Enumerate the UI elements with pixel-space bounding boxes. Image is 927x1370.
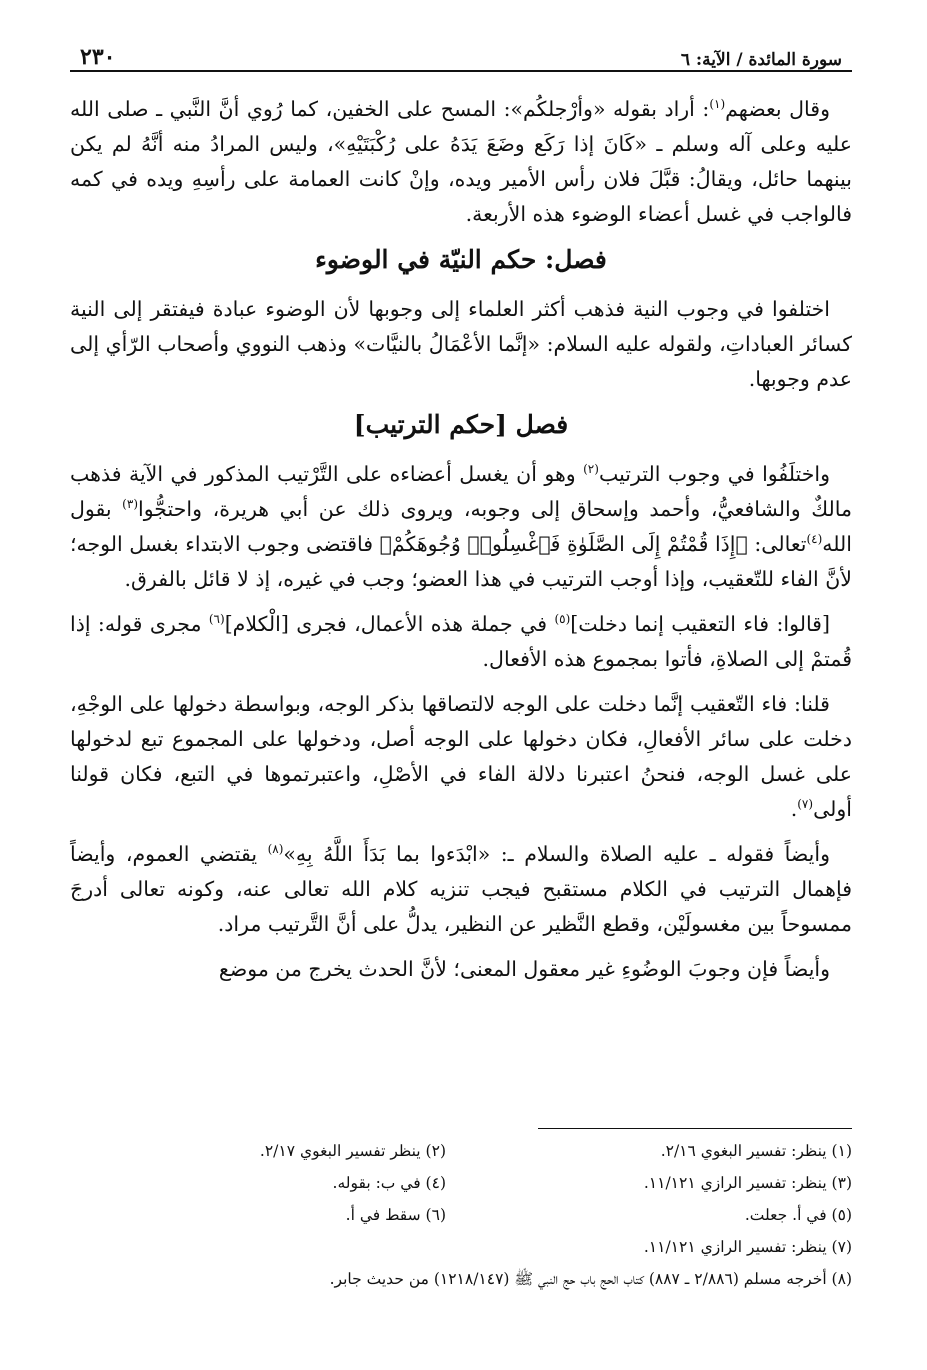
footnote-ref-3: (٣)	[122, 497, 138, 512]
paragraph-6	[70, 837, 852, 942]
footnote-1: (١) ينظر: تفسير البغوي ٢/١٦.	[660, 1142, 852, 1160]
footnote-8: (٨) أخرجه مسلم (٢/٨٨٦ ـ ٨٨٧) كتاب الحج باب حج النبي ﷺ (١٢١٨/١٤٧) من حديث جابر.	[329, 1270, 852, 1288]
section-heading-order: فصل [حكم الترتيب]	[353, 410, 569, 439]
footnote-7: (٧) ينظر: تفسير الرازي ١١/١٢١.	[643, 1238, 852, 1256]
footnotes-list	[70, 1135, 852, 1295]
page-number: ٢٣٠	[80, 44, 116, 70]
paragraph-7: وأيضاً فإن وجوبَ الوضُوءِ غير معقول المعنى؛ لأنَّ الحدث يخرج من موضع	[218, 957, 830, 981]
footnote-ref-7: (٧)	[797, 797, 814, 812]
footnote-divider	[538, 1128, 852, 1129]
text-run: بقول الله	[70, 497, 852, 556]
text-run: وقال بعضهم	[725, 97, 830, 121]
text-run: تعالى: ﴿إِذَا قُمْتُمْ إِلَى الصَّلَوٰةِ فَٱغْسِلُوا۟ وُجُوهَكُمْ﴾ فاقتضى وجوب الابتداء بغسل الوجه؛ لأنَّ الفاء للتّعقيب، وإذا أوجب الترتيب في هذا العضو؛ وجب في غيره، إذ لا قائل بالفرق.	[70, 532, 852, 591]
text-run: قلنا: فاء التّعقيب إنَّما دخلت على الوجه لالتصاقها بذكر الوجه، وبواسطة دخولها على الوجْهِ، دخلت على سائر الأفعالِ، فكان دخولها على الوجه أصل، ودخولها على المجموع تبع لدخولها على غسل الوجه، فنحنُ اعتبرنا دلالة الفاء في الأصْلِ، واعتبرتموها في التبع، فكان قولنا أولى	[70, 692, 852, 821]
text-run: يقتضي العموم، وأيضاً فإهمال الترتيب في الكلام مستقبح فيجب تنزيه كلام الله تعالى عنه، وكونه تعالى أدرجَ ممسوحاً بين مغسولَيْن، وقطع النَّظير عن النظير، يدلُّ على أنَّ التَّرتيب مراد.	[70, 842, 852, 936]
running-title: سورة المائدة / الآية: ٦	[680, 50, 842, 70]
footnote-6: (٦) سقط في أ.	[345, 1206, 446, 1224]
paragraph-2: اختلفوا في وجوب النية فذهب أكثر العلماء إلى وجوبها لأن الوضوء عبادة فيفتقر إلى النية كسائر العباداتِ، ولقوله عليه السلام: «إنَّما الأعْمَالُ بالنيَّات» وذهب النووي وأصحاب الرّأي إلى عدم وجوبها.	[70, 297, 852, 391]
text-run: : أراد بقوله «وأرْجلكُم»: المسح على الخفين، كما رُوي أنَّ النَّبي ـ صلى الله عليه وعلى آله وسلم ـ «كَانَ إذا رَكَع وضَعَ يَدَهُ على رُكْبَتَيْهِ»، وليس المرادُ منه أنَّهُ لم يكن بينهما حائل، ويقالُ: قبَّلَ فلان رأس الأمير ويده، وإنْ كانت العمامة على رأسِهِ ويده في كمه فالواجب في غسل أعضاء الوضوء هذه الأربعة.	[70, 97, 852, 226]
text-run: .	[790, 797, 798, 821]
text-run: وأيضاً فقوله ـ عليه الصلاة والسلام ـ: «ابْدَءوا بما بَدَأَ اللَّهُ بِهِ»	[283, 842, 830, 866]
main-text	[70, 92, 852, 987]
footnote-4: (٤) في ب: بقوله.	[332, 1174, 446, 1192]
paragraph-3	[70, 457, 852, 597]
text-run: [قالوا: فاء التعقيب إنما دخلت]	[570, 612, 830, 636]
text-run: واختلَفُوا في وجوب الترتيب	[598, 462, 830, 486]
text-run: مجرى قوله: إذا قُمتمْ إلى الصلاةِ، فأتوا بمجموع هذه الأفعال.	[70, 612, 852, 671]
footnote-ref-5: (٥)	[554, 612, 571, 627]
footnote-ref-6: (٦)	[208, 612, 225, 627]
footnote-ref-2: (٢)	[583, 462, 599, 477]
text-run: وهو أن يغسل أعضاءه على التَّرْتيب المذكور في الآية فذهب مالكٌ والشافعيُّ، وأحمد وإسحاق إلى وجوبه، ويروى ذلك عن أبي هريرة، واحتجُّوا	[70, 462, 853, 521]
footnote-3: (٣) ينظر: تفسير الرازي ١١/١٢١.	[643, 1174, 852, 1192]
footnote-5: (٥) في أ. جعلت.	[744, 1206, 852, 1224]
paragraph-1	[70, 92, 852, 232]
footnote-ref-1: (١)	[709, 97, 726, 112]
section-heading-intention: فصل: حكم النيّة في الوضوء	[315, 245, 607, 274]
page-header	[70, 30, 852, 72]
paragraph-4	[70, 607, 852, 677]
text-run: في جملة هذه الأعمال، فجرى [الْكلام]	[224, 612, 555, 636]
footnote-ref-8: (٨)	[267, 842, 284, 857]
footnotes	[70, 1128, 852, 1295]
document-page	[70, 30, 853, 1288]
footnote-ref-4: (٤)	[806, 532, 823, 547]
paragraph-5	[70, 687, 852, 827]
footnote-2: (٢) ينظر تفسير البغوي ٢/١٧.	[259, 1142, 446, 1160]
